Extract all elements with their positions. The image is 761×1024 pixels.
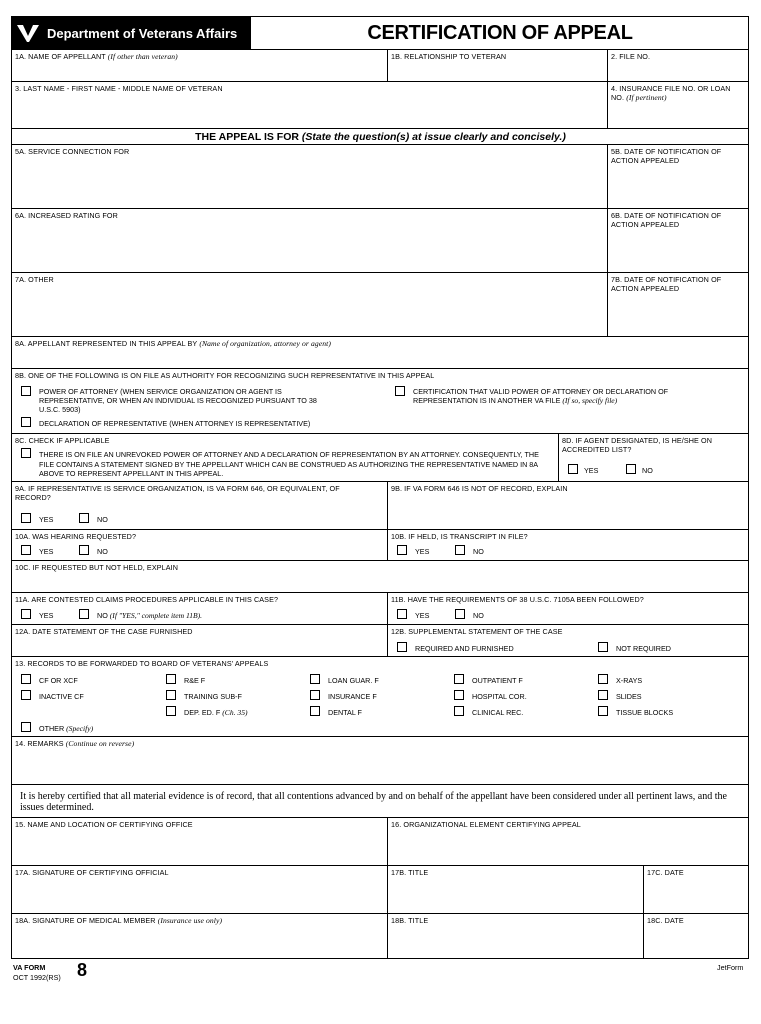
transcript-no-label: NO xyxy=(473,547,484,556)
field-8a[interactable]: 8A. APPELLANT REPRESENTED IN THIS APPEAL BY (Name of organization, attorney or agent) xyxy=(12,336,749,368)
field-9a: 9A. IF REPRESENTATIVE IS SERVICE ORGANIZATION, IS VA FORM 646, OR EQUIVALENT, OF RECORD? YES NO xyxy=(12,481,387,529)
field-18a[interactable]: 18A. SIGNATURE OF MEDICAL MEMBER (Insurance use only) xyxy=(12,913,387,959)
transcript-no-checkbox[interactable] xyxy=(455,545,465,555)
declaration-of-representative-label: DECLARATION OF REPRESENTATIVE (WHEN ATTORNEY IS REPRESENTATIVE) xyxy=(39,419,311,428)
field-3[interactable]: 3. LAST NAME - FIRST NAME - MIDDLE NAME OF VETERAN xyxy=(12,81,607,128)
records-checkbox[interactable] xyxy=(454,674,464,684)
field-11a: 11A. ARE CONTESTED CLAIMS PROCEDURES APPLICABLE IN THIS CASE? YES NO (If "YES," complete item 11B). xyxy=(12,592,387,624)
records-checkbox[interactable] xyxy=(310,690,320,700)
records-checkbox[interactable] xyxy=(21,674,31,684)
field-12b: 12B. SUPPLEMENTAL STATEMENT OF THE CASE REQUIRED AND FURNISHED NOT REQUIRED xyxy=(387,624,749,656)
footer-form-number: 8 xyxy=(77,960,88,980)
field-5b[interactable]: 5B. DATE OF NOTIFICATION OF ACTION APPEALED xyxy=(607,144,749,208)
agency-name: Department of Veterans Affairs xyxy=(47,26,238,41)
field-1b[interactable]: 1B. RELATIONSHIP TO VETERAN xyxy=(387,49,607,81)
form646-yes-checkbox[interactable] xyxy=(21,513,31,523)
hearing-no-label: NO xyxy=(97,547,108,556)
field-2[interactable]: 2. FILE NO. xyxy=(607,49,749,81)
records-label: TRAINING SUB-F xyxy=(184,692,242,701)
supplemental-not-required-checkbox[interactable] xyxy=(598,642,608,652)
hearing-yes-checkbox[interactable] xyxy=(21,545,31,555)
records-checkbox[interactable] xyxy=(166,690,176,700)
field-10b: 10B. IF HELD, IS TRANSCRIPT IN FILE? YES NO xyxy=(387,529,749,560)
records-label: HOSPITAL COR. xyxy=(472,692,527,701)
field-8d: 8D. IF AGENT DESIGNATED, IS HE/SHE ON ACCREDITED LIST? YES NO xyxy=(558,433,749,481)
records-label: LOAN GUAR. F xyxy=(328,676,379,685)
field-5a[interactable]: 5A. SERVICE CONNECTION FOR xyxy=(12,144,607,208)
field-8c: 8C. CHECK IF APPLICABLE THERE IS ON FILE AN UNREVOKED POWER OF ATTORNEY AND A DECLARATION OF REPRESENTATION BY AN ATTORNEY. CONSEQUENTLY, THE FILE CONTAINS A STATEMENT SIGNED BY THE APPELLANT WHICH CAN BE CONSTRUED AS AUTHORIZING THE REPRESENTATIVE NAMED IN 8A ABOVE TO REPRESENT APPELLANT IN THIS APPEAL. xyxy=(12,433,558,481)
field-7a[interactable]: 7A. OTHER xyxy=(12,272,607,336)
field-10c[interactable]: 10C. IF REQUESTED BUT NOT HELD, EXPLAIN xyxy=(12,560,749,592)
field-18c[interactable]: 18C. DATE xyxy=(643,913,749,959)
form646-no-label: NO xyxy=(97,515,108,524)
form646-no-checkbox[interactable] xyxy=(79,513,89,523)
records-checkbox[interactable] xyxy=(454,690,464,700)
form-title: CERTIFICATION OF APPEAL xyxy=(367,22,633,44)
records-label: CLINICAL REC. xyxy=(472,708,524,717)
footer-form-label: VA FORM xyxy=(13,963,46,972)
field-1a[interactable]: 1A. NAME OF APPELLANT (If other than veteran) xyxy=(12,49,387,81)
field-13: 13. RECORDS TO BE FORWARDED TO BOARD OF VETERANS' APPEALS CF OR XCF R&E F LOAN GUAR. F OUTPATIENT F X-RAYS INACTIVE CF TRAINING SUB-F INSURANCE F HOSPITAL COR. SLIDES DEP. ED. F (Ch. 35) DENTAL F CLINICAL REC. TISSUE BLOCKS OTHER (Specify) xyxy=(12,656,749,736)
records-checkbox[interactable] xyxy=(166,674,176,684)
records-label: DENTAL F xyxy=(328,708,362,717)
certification-valid-poa-label: CERTIFICATION THAT VALID POWER OF ATTORNEY OR DECLARATION OF REPRESENTATION IS IN ANOTHER VA FILE (If so, specify file) xyxy=(413,387,669,405)
records-checkbox[interactable] xyxy=(21,690,31,700)
records-label: TISSUE BLOCKS xyxy=(616,708,674,717)
field-6a[interactable]: 6A. INCREASED RATING FOR xyxy=(12,208,607,272)
certification-valid-poa-checkbox[interactable] xyxy=(395,386,405,396)
records-checkbox[interactable] xyxy=(598,674,608,684)
records-label: R&E F xyxy=(184,676,206,685)
records-other-label: OTHER (Specify) xyxy=(39,724,94,733)
field-17c[interactable]: 17C. DATE xyxy=(643,865,749,913)
power-of-attorney-label: POWER OF ATTORNEY (WHEN SERVICE ORGANIZATION OR AGENT IS REPRESENTATIVE, OR WHEN AN INDIVIDUAL IS RECOGNIZED PURSUANT TO 38 U.S.C. 5903) xyxy=(39,387,317,414)
va-logo xyxy=(12,17,251,49)
records-label: SLIDES xyxy=(616,692,642,701)
certification-of-appeal-form xyxy=(11,16,749,959)
contested-no-label: NO (If "YES," complete item 11B). xyxy=(97,611,203,620)
supplemental-not-required-label: NOT REQUIRED xyxy=(616,644,671,653)
accredited-no-checkbox[interactable] xyxy=(626,464,636,474)
contested-no-checkbox[interactable] xyxy=(79,609,89,619)
field-18b[interactable]: 18B. TITLE xyxy=(387,913,643,959)
field-6b[interactable]: 6B. DATE OF NOTIFICATION OF ACTION APPEALED xyxy=(607,208,749,272)
records-checkbox[interactable] xyxy=(598,706,608,716)
records-other-checkbox[interactable] xyxy=(21,722,31,732)
field-14[interactable]: 14. REMARKS (Continue on reverse) xyxy=(12,736,749,784)
field-17b[interactable]: 17B. TITLE xyxy=(387,865,643,913)
certification-statement: It is hereby certified that all material evidence is of record, that all contentions advanced by and on behalf of the appellant have been considered under all pertinent laws, and the issues determined. xyxy=(20,791,727,813)
contested-yes-checkbox[interactable] xyxy=(21,609,31,619)
contested-yes-label: YES xyxy=(39,611,54,620)
records-checkbox[interactable] xyxy=(310,674,320,684)
records-label: INSURANCE F xyxy=(328,692,377,701)
power-of-attorney-checkbox[interactable] xyxy=(21,386,31,396)
field-11b: 11B. HAVE THE REQUIREMENTS OF 38 U.S.C. 7105A BEEN FOLLOWED? YES NO xyxy=(387,592,749,624)
transcript-yes-checkbox[interactable] xyxy=(397,545,407,555)
records-label: INACTIVE CF xyxy=(39,692,84,701)
records-checkbox[interactable] xyxy=(166,706,176,716)
field-4[interactable]: 4. INSURANCE FILE NO. OR LOAN NO. (If pertinent) xyxy=(607,81,749,128)
field-16[interactable]: 16. ORGANIZATIONAL ELEMENT CERTIFYING APPEAL xyxy=(387,817,749,865)
declaration-of-representative-checkbox[interactable] xyxy=(21,417,31,427)
transcript-yes-label: YES xyxy=(415,547,430,556)
field-12a[interactable]: 12A. DATE STATEMENT OF THE CASE FURNISHED xyxy=(12,624,387,656)
accredited-yes-label: YES xyxy=(584,466,599,475)
appeal-banner: THE APPEAL IS FOR (State the question(s) at issue clearly and concisely.) xyxy=(12,128,749,144)
hearing-no-checkbox[interactable] xyxy=(79,545,89,555)
field-7b[interactable]: 7B. DATE OF NOTIFICATION OF ACTION APPEALED xyxy=(607,272,749,336)
records-label: DEP. ED. F (Ch. 35) xyxy=(184,708,248,717)
requirements-no-label: NO xyxy=(473,611,484,620)
supplemental-required-label: REQUIRED AND FURNISHED xyxy=(415,644,514,653)
requirements-no-checkbox[interactable] xyxy=(455,609,465,619)
records-checkbox[interactable] xyxy=(454,706,464,716)
records-checkbox[interactable] xyxy=(598,690,608,700)
records-checkbox[interactable] xyxy=(310,706,320,716)
form646-yes-label: YES xyxy=(39,515,54,524)
va-seal-icon xyxy=(16,22,40,44)
accredited-no-label: NO xyxy=(642,466,653,475)
field-15[interactable]: 15. NAME AND LOCATION OF CERTIFYING OFFICE xyxy=(12,817,387,865)
footer-vendor: JetForm xyxy=(717,963,744,972)
records-label: CF OR XCF xyxy=(39,676,78,685)
footer-form-date: OCT 1992(RS) xyxy=(13,973,61,982)
records-label: OUTPATIENT F xyxy=(472,676,523,685)
field-9b[interactable]: 9B. IF VA FORM 646 IS NOT OF RECORD, EXPLAIN xyxy=(387,481,749,529)
requirements-yes-label: YES xyxy=(415,611,430,620)
unrevoked-poa-checkbox[interactable] xyxy=(21,448,31,458)
field-8b: 8B. ONE OF THE FOLLOWING IS ON FILE AS AUTHORITY FOR RECOGNIZING SUCH REPRESENTATIVE IN THIS APPEAL POWER OF ATTORNEY (WHEN SERVICE ORGANIZATION OR AGENT IS REPRESENTATIVE, OR WHEN AN INDIVIDUAL IS RECOGNIZED PURSUANT TO 38 U.S.C. 5903) CERTIFICATION THAT VALID POWER OF ATTORNEY OR DECLARATION OF REPRESENTATION IS IN ANOTHER VA FILE (If so, specify file) DECLARATION OF REPRESENTATIVE (WHEN ATTORNEY IS REPRESENTATIVE) xyxy=(12,368,749,433)
records-label: X-RAYS xyxy=(616,676,643,685)
hearing-yes-label: YES xyxy=(39,547,54,556)
field-17a[interactable]: 17A. SIGNATURE OF CERTIFYING OFFICIAL xyxy=(12,865,387,913)
field-10a: 10A. WAS HEARING REQUESTED? YES NO xyxy=(12,529,387,560)
unrevoked-poa-label: THERE IS ON FILE AN UNREVOKED POWER OF ATTORNEY AND A DECLARATION OF REPRESENTATION BY AN ATTORNEY. CONSEQUENTLY, THE FILE CONTAINS A STATEMENT SIGNED BY THE APPELLANT WHICH CAN BE CONSTRUED AS AUTHORIZING THE REPRESENTATIVE NAMED IN 8A ABOVE TO REPRESENT APPELLANT IN THIS APPEAL. xyxy=(39,450,539,478)
accredited-yes-checkbox[interactable] xyxy=(568,464,578,474)
supplemental-required-checkbox[interactable] xyxy=(397,642,407,652)
requirements-yes-checkbox[interactable] xyxy=(397,609,407,619)
